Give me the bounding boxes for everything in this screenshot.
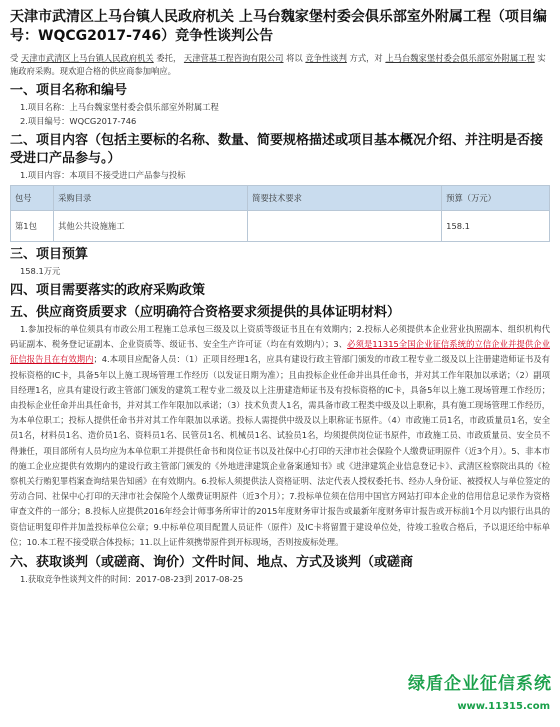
section-heading-6: 六、获取谈判（或磋商、询价）文件时间、地点、方式及谈判（或磋商 xyxy=(10,555,414,571)
section-heading-5: 五、供应商资质要求（应明确符合资格要求须提供的具体证明材料） xyxy=(10,305,401,320)
announcement-title: 天津市武清区上马台镇人民政府机关 上马台魏家堡村委会俱乐部室外附属工程（项目编号：WQCG2017-746）竞争性谈判公告 xyxy=(10,9,547,44)
qual-text-a: 1.参加投标的单位须具有市政公用工程施工总承包三级及以上资质等级证书且在有效期内；2.投标人必须提供本企业营业执照副本、组织机构代码证副本、税务登记证副本、企业资质等、级证书、安全生产许可证（均在有效期内）；3、 xyxy=(10,324,550,350)
watermark xyxy=(408,669,552,713)
cell-tech xyxy=(248,211,442,242)
section-heading-1: 一、项目名称和编号 xyxy=(10,83,128,98)
project-content: 1.项目内容：本项目不接受进口产品参与投标 xyxy=(20,170,186,180)
procurement-table xyxy=(10,185,550,242)
budget-value: 158.1万元 xyxy=(20,266,61,276)
section-heading-4: 四、项目需要落实的政府采购政策 xyxy=(10,283,206,298)
project-name: 1.项目名称：上马台魏家堡村委会俱乐部室外附属工程 xyxy=(20,102,219,112)
intro-text-1: 受 xyxy=(10,53,19,63)
cell-budget: 158.1 xyxy=(442,211,550,242)
qualification-requirements xyxy=(10,322,550,550)
intro-project: 上马台魏家堡村委会俱乐部室外附属工程 xyxy=(385,53,535,63)
col-header-package: 包号 xyxy=(11,186,54,211)
section-heading-2: 二、项目内容（包括主要标的名称、数量、简要规格描述或项目基本概况介绍、并注明是否接受进口产品参与。） xyxy=(10,133,544,166)
col-header-tech: 简要技术要求 xyxy=(248,186,442,211)
cell-catalog: 其他公共设施施工 xyxy=(54,211,248,242)
cell-package: 第1包 xyxy=(11,211,54,242)
col-header-budget: 预算（万元） xyxy=(442,186,550,211)
intro-client: 天津市武清区上马台镇人民政府机关 xyxy=(20,53,154,63)
qual-text-b: ；4.本项目应配备人员：（1）正项目经理1名，应具有建设行政主管部门颁发的市政工程专业二级及以上注册建造师证书及有投标资格的IC卡，具备5年以上施工现场管理工作经历（以发证日期为准）；且由投标企业任命并出具任命书，并对其工作年限加以承诺；（2）副项目经理1名，应具有建设行政主管部门颁发的建筑工程专业二级及以上注册建造师证书及有投标资格的IC卡，具备5年以上施工现场管理工作经历；由投标企业任命并出具任命书，并对其工作年限加以承诺；（3）技术负责人1名，需具备市政工程类中级及以上职称，具有施工现场管理工作经历，为本单位职工；投标人提供任命书并对其工作年限加以承诺。投标人需提供中级及以上职称证书原件。（4）市政施工员1名，市政质量员1名，安全员1名，材料员1名、造价员1名、资料员1名、民管员1名、机械员1名、试验员1名，均须提供岗位证书原件，市政施工员、市政质量员、安全员不得兼任，项目部所有人员均应为本单位职工并提供任命书和岗位证书以及社保中心打印的天津市社会保险个人缴费证明原件（近3个月）。5、非本市的施工企业应提供有效期内的建设行政主管部门颁发的《外地进津建筑企业备案通知书》或《进津建筑企业信息登记卡》、武清区检察院出具的《检察机关行贿犯罪档案查询结果告知函》在有效期内。6.投标人须提供法人资格证明、法定代表人授权委托书、经办人身份证、被授权人与单位签定的劳动合同、社保中心打印的天津市社会保险个人缴费证明原件（近3个月）；7.投标单位须在信用中国官方网站打印本企业的信用信息记录作为资格审查文件的一部分；8.投标人应提供2016年经会计师事务所审计的2015年度财务审计报告或最新年度财务审计报告或开标前1个月以内银行出具的资信证明复印件并加盖投标单位公章；9.中标单位项目配置人员证件（原件）及IC卡将留置于建设单位处，待竣工验收合格后，予以退还给中标单位；10.本工程不接受联合体投标；11.以上证件须携带原件到开标现场，否则按废标处理。 xyxy=(10,354,550,547)
doc-time: 1.获取竞争性谈判文件的时间：2017-08-23到 2017-08-25 xyxy=(20,574,244,585)
watermark-title: 绿盾企业征信系统 xyxy=(408,674,552,694)
intro-method: 竞争性谈判 xyxy=(305,53,347,63)
intro-text-2: 委托， xyxy=(156,53,182,63)
table-header-row xyxy=(11,186,550,211)
intro-text-3: 将以 xyxy=(286,53,303,63)
intro-text-5: 实施政府采购。现欢迎合格的供应商参加响应。 xyxy=(10,53,546,76)
section-heading-3: 三、项目预算 xyxy=(10,247,89,262)
intro-agency: 天津营基工程咨询有限公司 xyxy=(183,53,284,63)
watermark-url: www.11315.com xyxy=(457,701,550,712)
project-code: 2.项目编号：WQCG2017-746 xyxy=(20,116,137,126)
intro-text-4: 方式，对 xyxy=(349,53,383,63)
intro-paragraph xyxy=(10,52,550,78)
qual-highlight: 必须是11315全国企业征信系统的立信企业并提供企业征信报告且在有效期内 xyxy=(10,339,550,365)
table-row xyxy=(11,211,550,242)
col-header-catalog: 采购目录 xyxy=(54,186,248,211)
